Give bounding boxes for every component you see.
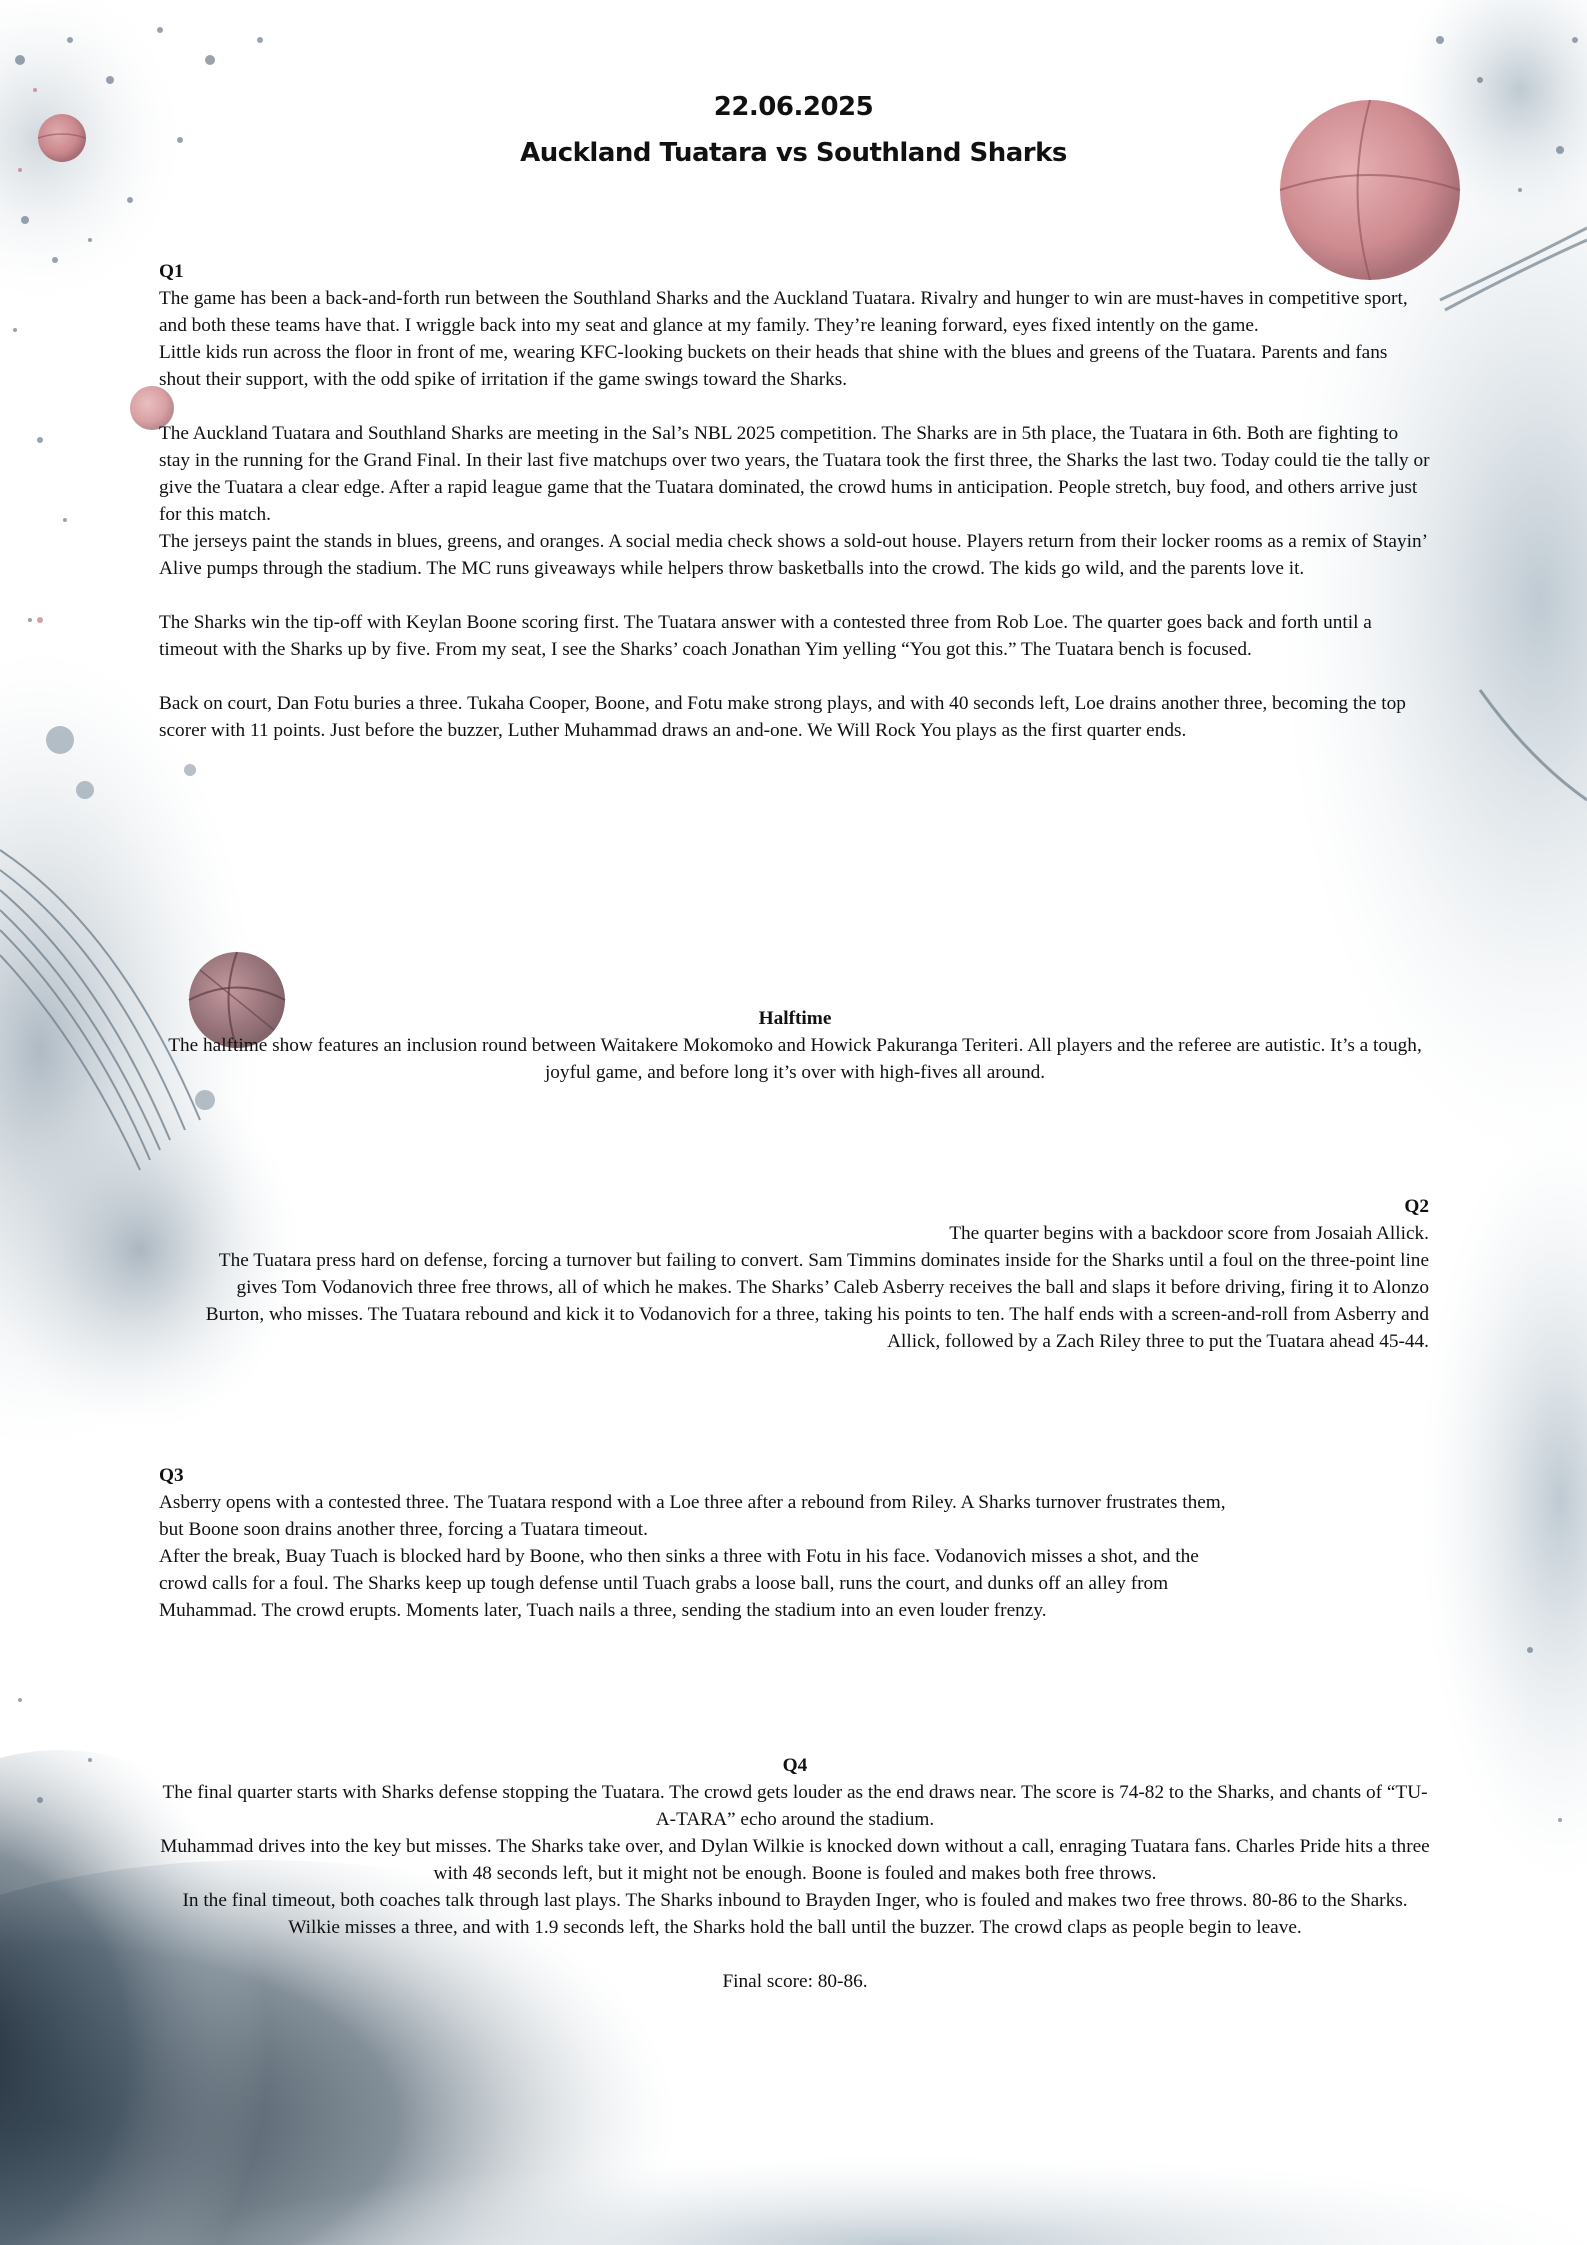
q3-paragraph-1: Asberry opens with a contested three. The Tuatara respond with a Loe three after a rebound from Riley. A Sharks turnover frustrates them, but Boone soon drains another three, forcing a Tuatara timeout. <box>159 1492 1226 1540</box>
quarter-2-section <box>200 1193 1429 1355</box>
q1-paragraph-2: Little kids run across the floor in front of me, wearing KFC-looking buckets on their heads that shine with the blues and greens of the Tuatara. Parents and fans shout their support, with the odd spike of irritation if the game swings toward the Sharks. <box>159 342 1388 390</box>
q3-paragraph-2: After the break, Buay Tuach is blocked hard by Boone, who then sinks a three with Fotu in his face. Vodanovich misses a shot, and the crowd calls for a foul. The Sharks keep up tough defense until Tuach grabs a loose ball, runs the court, and dunks off an alley from Muhammad. The crowd erupts. Moments later, Tuach nails a three, sending the stadium into an even louder frenzy. <box>159 1546 1199 1621</box>
quarter-2-heading: Q2 <box>1404 1196 1429 1217</box>
quarter-1-section <box>159 258 1431 744</box>
halftime-heading: Halftime <box>758 1008 832 1029</box>
q4-paragraph-2: Muhammad drives into the key but misses. The Sharks take over, and Dylan Wilkie is knocked down without a call, enraging Tuatara fans. Charles Pride hits a three with 48 seconds left, but it might not be enough. Boone is fouled and makes both free throws. <box>160 1836 1430 1884</box>
q1-paragraph-6: Back on court, Dan Fotu buries a three. Tukaha Cooper, Boone, and Fotu make strong plays, and with 40 seconds left, Loe drains another three, becoming the top scorer with 11 points. Just before the buzzer, Luther Muhammad draws an and-one. We Will Rock You plays as the first quarter ends. <box>159 693 1406 741</box>
halftime-section <box>159 1005 1431 1086</box>
q1-paragraph-4: The jerseys paint the stands in blues, greens, and oranges. A social media check shows a sold-out house. Players return from their locker rooms as a remix of Stayin’ Alive pumps through the stadium. The MC runs giveaways while helpers throw basketballs into the crowd. The kids go wild, and the parents love it. <box>159 531 1427 579</box>
q2-paragraph-1: The quarter begins with a backdoor score from Josaiah Allick. <box>949 1223 1429 1244</box>
quarter-4-heading: Q4 <box>782 1755 808 1776</box>
q1-paragraph-5: The Sharks win the tip-off with Keylan Boone scoring first. The Tuatara answer with a contested three from Rob Loe. The quarter goes back and forth until a timeout with the Sharks up by five. From my seat, I see the Sharks’ coach Jonathan Yim yelling “You got this.” The Tuatara bench is focused. <box>159 612 1372 660</box>
q4-paragraph-1: The final quarter starts with Sharks defense stopping the Tuatara. The crowd gets louder as the end draws near. The score is 74-82 to the Sharks, and chants of “TU-A-TARA” echo around the stadium. <box>162 1782 1428 1830</box>
match-date: 22.06.2025 <box>713 92 874 122</box>
q2-paragraph-2: The Tuatara press hard on defense, forcing a turnover but failing to convert. Sam Timmins dominates inside for the Sharks until a foul on the three-point line gives Tom Vodanovich three free throws, all of which he makes. The Sharks’ Caleb Asberry receives the ball and slaps it before driving, firing it to Alonzo Burton, who misses. The Tuatara rebound and kick it to Vodanovich for a three, taking his points to ten. The half ends with a screen-and-roll from Asberry and Allick, followed by a Zach Riley three to put the Tuatara ahead 45-44. <box>205 1250 1429 1352</box>
q1-paragraph-3: The Auckland Tuatara and Southland Sharks are meeting in the Sal’s NBL 2025 competition. The Sharks are in 5th place, the Tuatara in 6th. Both are fighting to stay in the running for the Grand Final. In their last five matchups over two years, the Tuatara took the first three, the Sharks the last two. Today could tie the tally or give the Tuatara a clear edge. After a rapid league game that the Tuatara dominated, the crowd hums in anticipation. People stretch, buy food, and others arrive just for this match. <box>159 423 1430 525</box>
q4-paragraph-3: In the final timeout, both coaches talk through last plays. The Sharks inbound to Brayden Inger, who is fouled and makes two free throws. 80-86 to the Sharks. Wilkie misses a three, and with 1.9 seconds left, the Sharks hold the ball until the buzzer. The crowd claps as people begin to leave. <box>182 1890 1408 1938</box>
quarter-1-heading: Q1 <box>159 261 184 282</box>
match-title: Auckland Tuatara vs Southland Sharks <box>520 138 1067 168</box>
quarter-3-heading: Q3 <box>159 1465 184 1486</box>
halftime-paragraph: The halftime show features an inclusion round between Waitakere Mokomoko and Howick Pakuranga Teriteri. All players and the referee are autistic. It’s a tough, joyful game, and before long it’s over with high-fives all around. <box>168 1035 1422 1083</box>
final-score: Final score: 80-86. <box>722 1971 868 1992</box>
quarter-3-section <box>159 1462 1249 1624</box>
quarter-4-section <box>159 1752 1431 1995</box>
q1-paragraph-1: The game has been a back-and-forth run between the Southland Sharks and the Auckland Tuatara. Rivalry and hunger to win are must-haves in competitive sport, and both these teams have that. I wriggle back into my seat and glance at my family. They’re leaning forward, eyes fixed intently on the game. <box>159 288 1408 336</box>
